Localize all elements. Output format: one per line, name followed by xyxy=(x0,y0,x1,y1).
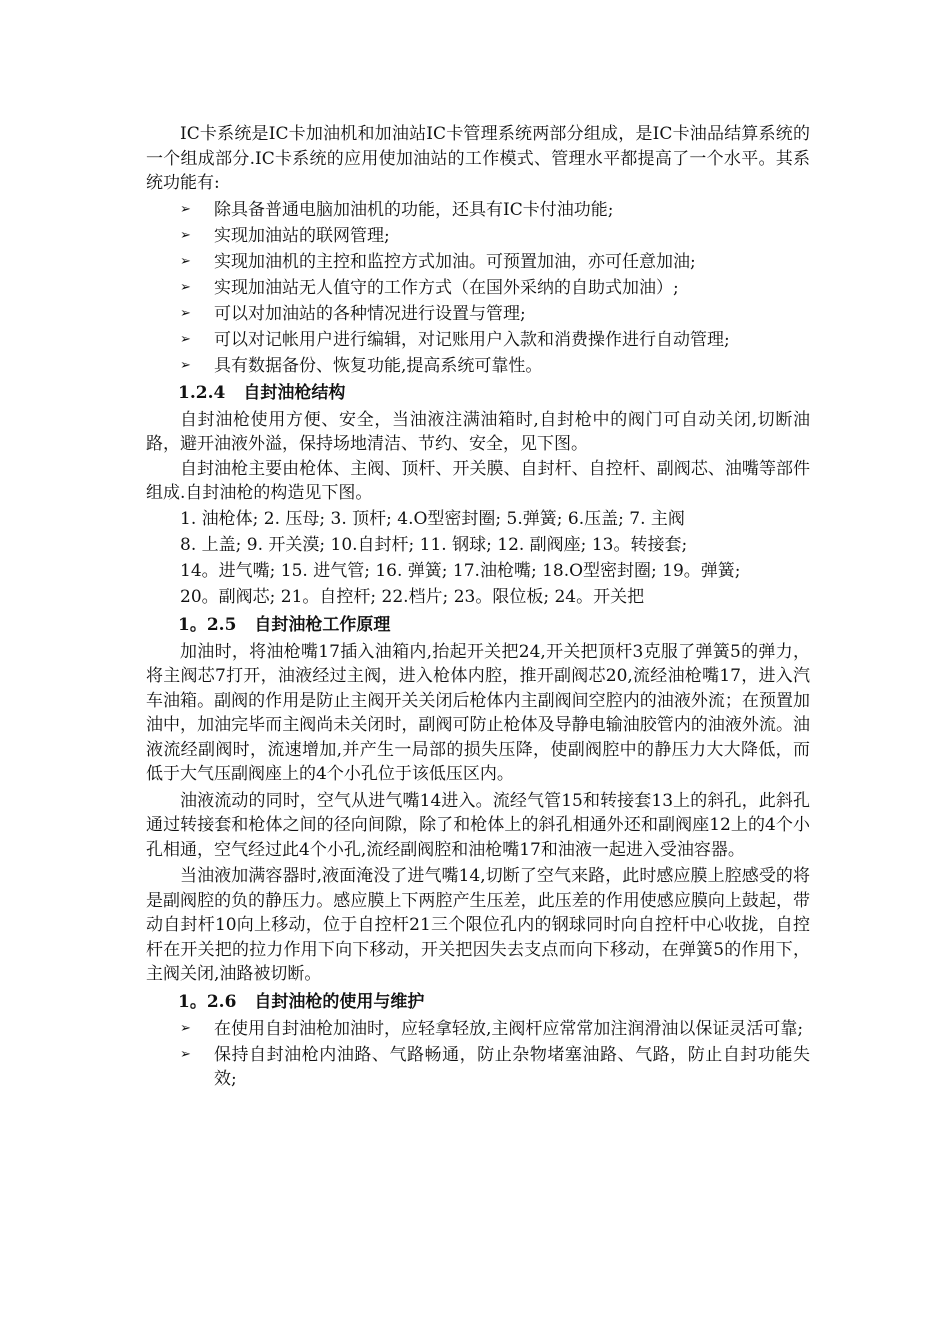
list-item xyxy=(146,1043,810,1091)
list-item-text: 具有数据备份、恢复功能,提高系统可靠性。 xyxy=(214,355,543,376)
list-item-text: 实现加油机的主控和监控方式加油。可预置加油，亦可任意加油; xyxy=(214,251,696,272)
arrow-bullet-icon: ➢ xyxy=(180,305,191,321)
parts-list xyxy=(146,506,810,610)
parts-line: 8. 上盖; 9. 开关漠; 10.自封杆; 11. 钢球; 12. 副阀座; 13。转接套; xyxy=(180,534,688,555)
arrow-bullet-icon: ➢ xyxy=(180,279,191,295)
section-title: 自封油枪工作原理 xyxy=(254,614,391,635)
parts-line: 20。副阀芯; 21。自控杆; 22.档片; 23。限位板; 24。开关把 xyxy=(180,586,645,607)
maintenance-list xyxy=(146,1017,810,1091)
section-heading-1-2-5 xyxy=(146,612,810,638)
parts-line: 1. 油枪体; 2. 压母; 3. 顶杆; 4.O型密封圈; 5.弹簧; 6.压盖; 7. 主阀 xyxy=(180,508,685,529)
arrow-bullet-icon: ➢ xyxy=(180,201,191,217)
list-item xyxy=(146,1017,810,1041)
functions-list xyxy=(146,198,810,378)
list-item-text: 可以对记帐用户进行编辑，对记账用户入款和消费操作进行自动管理; xyxy=(214,329,730,350)
list-item-text: 实现加油站的联网管理; xyxy=(214,225,390,246)
document-page xyxy=(146,122,810,1093)
section-number: 1.2.4 xyxy=(178,382,226,403)
arrow-bullet-icon: ➢ xyxy=(180,227,191,243)
list-item xyxy=(146,224,810,248)
list-item-text: 在使用自封油枪加油时，应轻拿轻放,主阀杆应常常加注润滑油以保证灵活可靠; xyxy=(214,1018,804,1039)
structure-paragraph-2: 自封油枪主要由枪体、主阀、顶杆、开关膜、自封杆、自控杆、副阀芯、油嘴等部件组成.自封油枪的构造见下图。 xyxy=(146,458,810,503)
section-title: 自封油枪的使用与维护 xyxy=(254,991,425,1012)
section-number: 1。2.6 xyxy=(178,991,237,1012)
parts-line: 14。进气嘴; 15. 进气管; 16. 弹簧; 17.油枪嘴; 18.O型密封圈; 19。弹簧; xyxy=(180,560,741,581)
list-item xyxy=(146,328,810,352)
section-number: 1。2.5 xyxy=(178,614,237,635)
arrow-bullet-icon: ➢ xyxy=(180,253,191,269)
list-item xyxy=(146,354,810,378)
list-item xyxy=(146,276,810,300)
list-item-text: 保持自封油枪内油路、气路畅通，防止杂物堵塞油路、气路，防止自封功能失效; xyxy=(214,1044,810,1089)
list-item-text: 实现加油站无人值守的工作方式（在国外采纳的自助式加油）; xyxy=(214,277,679,298)
arrow-bullet-icon: ➢ xyxy=(180,357,191,373)
arrow-bullet-icon: ➢ xyxy=(180,1046,191,1062)
principle-paragraph-2: 油液流动的同时，空气从进气嘴14进入。流经气管15和转接套13上的斜孔，此斜孔通过转接套和枪体之间的径向间隙，除了和枪体上的斜孔相通外还和副阀座12上的4个小孔相通，空气经过此4个小孔,流经副阀腔和油枪嘴17和油液一起进入受油容器。 xyxy=(146,790,810,860)
structure-paragraph-1: 自封油枪使用方便、安全，当油液注满油箱时,自封枪中的阀门可自动关闭,切断油路，避开油液外溢，保持场地清洁、节约、安全，见下图。 xyxy=(146,409,810,454)
principle-paragraph-1: 加油时，将油枪嘴17插入油箱内,抬起开关把24,开关把顶杆3克服了弹簧5的弹力，将主阀芯7打开，油液经过主阀，进入枪体内腔，推开副阀芯20,流经油枪嘴17，进入汽车油箱。副阀的作用是防止主阀开关关闭后枪体内主副阀间空腔内的油液外流；在预置加油中，加油完毕而主阀尚未关闭时，副阀可防止枪体及导静电输油胶管内的油液外流。油液流经副阀时，流速增加,并产生一局部的损失压降，使副阀腔中的静压力大大降低，而低于大气压副阀座上的4个小孔位于该低压区内。 xyxy=(146,641,810,784)
arrow-bullet-icon: ➢ xyxy=(180,1020,191,1036)
list-item xyxy=(146,302,810,326)
list-item xyxy=(146,198,810,222)
list-item-text: 除具备普通电脑加油机的功能，还具有IC卡付油功能; xyxy=(214,199,614,220)
principle-paragraph-3: 当油液加满容器时,液面淹没了进气嘴14,切断了空气来路，此时感应膜上腔感受的将是副阀腔的负的静压力。感应膜上下两腔产生压差，此压差的作用使感应膜向上鼓起，带动自封杆10向上移动，位于自控杆21三个限位孔内的钢球同时向自控杆中心收拢，自控杆在开关把的拉力作用下向下移动，开关把因失去支点而向下移动，在弹簧5的作用下，主阀关闭,油路被切断。 xyxy=(146,866,810,984)
arrow-bullet-icon: ➢ xyxy=(180,331,191,347)
intro-paragraph: IC卡系统是IC卡加油机和加油站IC卡管理系统两部分组成，是IC卡油品结算系统的一个组成部分.IC卡系统的应用使加油站的工作模式、管理水平都提高了一个水平。其系统功能有: xyxy=(146,124,810,193)
section-title: 自封油枪结构 xyxy=(243,382,346,403)
list-item xyxy=(146,250,810,274)
section-heading-1-2-6 xyxy=(146,989,810,1015)
list-item-text: 可以对加油站的各种情况进行设置与管理; xyxy=(214,303,526,324)
section-heading-1-2-4 xyxy=(146,380,810,406)
